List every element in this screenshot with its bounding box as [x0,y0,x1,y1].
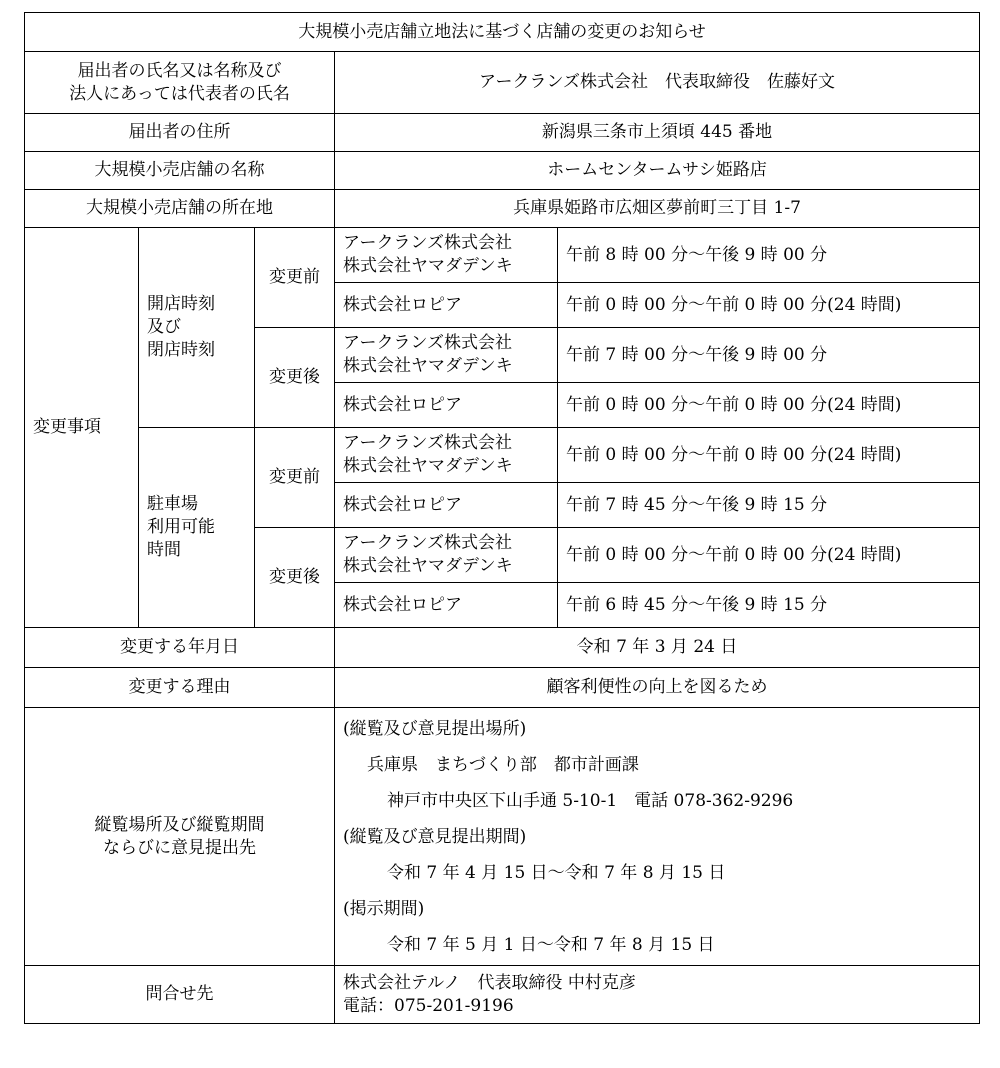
time-cell: 午前 0 時 00 分〜午前 0 時 00 分(24 時間) [558,383,980,428]
notice-table [24,12,980,1024]
hours-after-label: 変更後 [255,328,335,428]
store-location-label: 大規模小売店舗の所在地 [25,190,335,228]
change-date-label: 変更する年月日 [25,628,335,668]
hours-before-label: 変更前 [255,228,335,328]
period-value: 令和 7 年 4 月 15 日〜令和 7 年 8 月 15 日 [387,862,726,883]
time-cell: 午前 6 時 45 分〜午後 9 時 15 分 [558,583,980,628]
hours-label: 開店時刻 及び 閉店時刻 [139,228,255,428]
inspection-details [335,708,980,966]
time-cell: 午前 0 時 00 分〜午前 0 時 00 分(24 時間) [558,528,980,583]
place-heading: (縦覧及び意見提出場所) [343,718,527,739]
parking-before-label: 変更前 [255,428,335,528]
time-cell: 午前 0 時 00 分〜午前 0 時 00 分(24 時間) [558,283,980,328]
store-name-label: 大規模小売店舗の名称 [25,152,335,190]
store-name-value: ホームセンタームサシ姫路店 [335,152,980,190]
address-label: 届出者の住所 [25,114,335,152]
posting-value: 令和 7 年 5 月 1 日〜令和 7 年 8 月 15 日 [387,934,715,955]
company-cell: アークランズ株式会社 株式会社ヤマダデンキ [335,228,558,283]
company-cell: 株式会社ロピア [335,383,558,428]
inspection-label: 縦覧場所及び縦覧期間 ならびに意見提出先 [25,708,335,966]
company-cell: 株式会社ロピア [335,283,558,328]
time-cell: 午前 7 時 00 分〜午後 9 時 00 分 [558,328,980,383]
time-cell: 午前 0 時 00 分〜午前 0 時 00 分(24 時間) [558,428,980,483]
applicant-label: 届出者の氏名又は名称及び 法人にあっては代表者の氏名 [25,52,335,114]
applicant-value: アークランズ株式会社 代表取締役 佐藤好文 [335,52,980,114]
company-cell: アークランズ株式会社 株式会社ヤマダデンキ [335,428,558,483]
company-cell: アークランズ株式会社 株式会社ヤマダデンキ [335,528,558,583]
time-cell: 午前 7 時 45 分〜午後 9 時 15 分 [558,483,980,528]
parking-label: 駐車場 利用可能 時間 [139,428,255,628]
company-cell: 株式会社ロピア [335,483,558,528]
change-date-value: 令和 7 年 3 月 24 日 [335,628,980,668]
address-value: 新潟県三条市上須頃 445 番地 [335,114,980,152]
period-heading: (縦覧及び意見提出期間) [343,826,527,847]
changes-label: 変更事項 [25,228,139,628]
change-reason-label: 変更する理由 [25,668,335,708]
change-reason-value: 顧客利便性の向上を図るため [335,668,980,708]
company-cell: 株式会社ロピア [335,583,558,628]
parking-after-label: 変更後 [255,528,335,628]
notice-title: 大規模小売店舗立地法に基づく店舗の変更のお知らせ [25,13,980,52]
place-office: 兵庫県 まちづくり部 都市計画課 [367,754,639,775]
company-cell: アークランズ株式会社 株式会社ヤマダデンキ [335,328,558,383]
contact-company: 株式会社テルノ 代表取締役 中村克彦 [343,972,636,993]
posting-heading: (掲示期間) [343,898,425,919]
store-location-value: 兵庫県姫路市広畑区夢前町三丁目 1-7 [335,190,980,228]
place-address: 神戸市中央区下山手通 5-10-1 電話 078-362-9296 [387,790,794,811]
contact-label: 問合せ先 [25,966,335,1024]
contact-phone: 電話：075-201-9196 [343,995,514,1016]
time-cell: 午前 8 時 00 分〜午後 9 時 00 分 [558,228,980,283]
contact-details [335,966,980,1024]
